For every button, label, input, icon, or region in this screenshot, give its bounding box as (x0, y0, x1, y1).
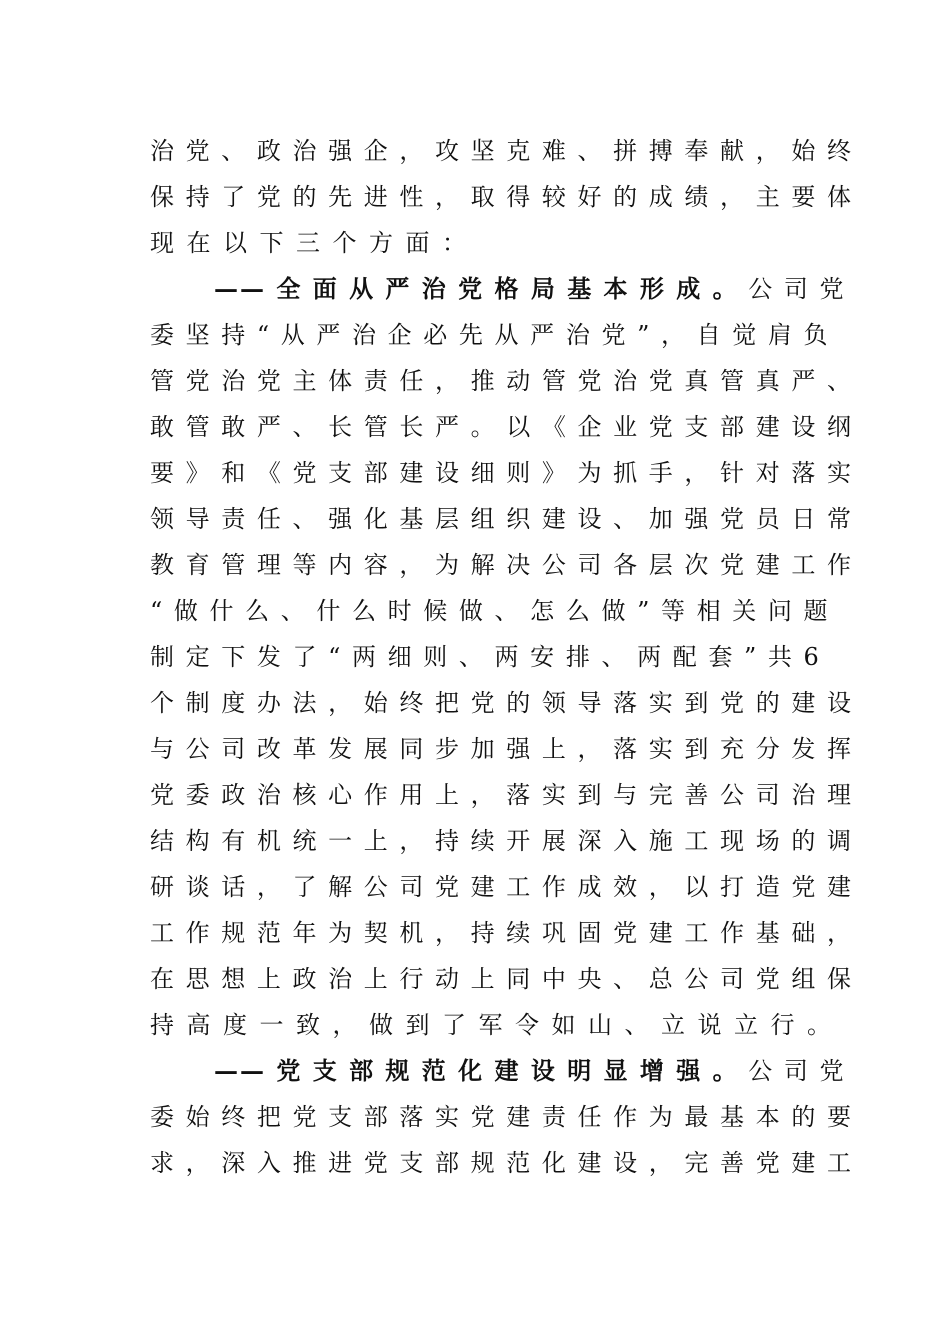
text-line: 治 党 、 政 治 强 企 ， 攻 坚 克 难 、 拼 搏 奉 献 ， 始 终 (150, 137, 853, 165)
text-line: 研 谈 话 ， 了 解 公 司 党 建 工 作 成 效 ， 以 打 造 党 建 (150, 873, 853, 901)
text-line: 个 制 度 办 法 ， 始 终 把 党 的 领 导 落 实 到 党 的 建 设 (150, 689, 853, 717)
section-heading-line (150, 1048, 846, 1094)
text-line: 结 构 有 机 统 一 上 ， 持 续 开 展 深 入 施 工 现 场 的 调 (150, 827, 853, 855)
section-lead-text: 公 司 党 (748, 1057, 846, 1085)
text-line: 工 作 规 范 年 为 契 机 ， 持 续 巩 固 党 建 工 作 基 础 ， (150, 919, 853, 947)
text-line: 领 导 责 任 、 强 化 基 层 组 织 建 设 、 加 强 党 员 日 常 (150, 505, 853, 533)
section-heading: —— 党 支 部 规 范 化 建 设 明 显 增 强 。 (214, 1056, 739, 1085)
text-line: 现在以下三个方面： (150, 229, 479, 257)
text-line: 制 定 下 发 了 “ 两 细 则 、 两 安 排 、 两 配 套 ” 共 6 (150, 643, 821, 671)
text-line: 教 育 管 理 等 内 容 ， 为 解 决 公 司 各 层 次 党 建 工 作 (150, 551, 853, 579)
section-heading-line (150, 266, 846, 312)
section-heading: —— 全 面 从 严 治 党 格 局 基 本 形 成 。 (214, 274, 739, 303)
text-line: 要 》 和 《 党 支 部 建 设 细 则 》 为 抓 手 ， 针 对 落 实 (150, 459, 853, 487)
text-line: 在 思 想 上 政 治 上 行 动 上 同 中 央 、 总 公 司 党 组 保 (150, 965, 853, 993)
text-line: 党 委 政 治 核 心 作 用 上 ， 落 实 到 与 完 善 公 司 治 理 (150, 781, 853, 809)
section-lead-text: 公 司 党 (748, 275, 846, 303)
text-line: 持高度一致，做到了军令如山、立说立行。 (150, 1011, 844, 1039)
text-line: 与 公 司 改 革 发 展 同 步 加 强 上 ， 落 实 到 充 分 发 挥 (150, 735, 853, 763)
body-text (150, 128, 853, 1186)
text-line: 求 ， 深 入 推 进 党 支 部 规 范 化 建 设 ， 完 善 党 建 工 (150, 1149, 853, 1177)
text-line: 敢 管 敢 严 、 长 管 长 严 。 以 《 企 业 党 支 部 建 设 纲 (150, 413, 853, 441)
text-line: 委 坚 持 “ 从 严 治 企 必 先 从 严 治 党 ” ， 自 觉 肩 负 (150, 321, 830, 349)
text-line: 管 党 治 党 主 体 责 任 ， 推 动 管 党 治 党 真 管 真 严 、 (150, 367, 853, 395)
text-line: “ 做 什 么 、 什 么 时 候 做 、 怎 么 做 ” 等 相 关 问 题 (150, 597, 830, 625)
text-line: 委 始 终 把 党 支 部 落 实 党 建 责 任 作 为 最 基 本 的 要 (150, 1103, 853, 1131)
text-line: 保 持 了 党 的 先 进 性 ， 取 得 较 好 的 成 绩 ， 主 要 体 (150, 183, 853, 211)
